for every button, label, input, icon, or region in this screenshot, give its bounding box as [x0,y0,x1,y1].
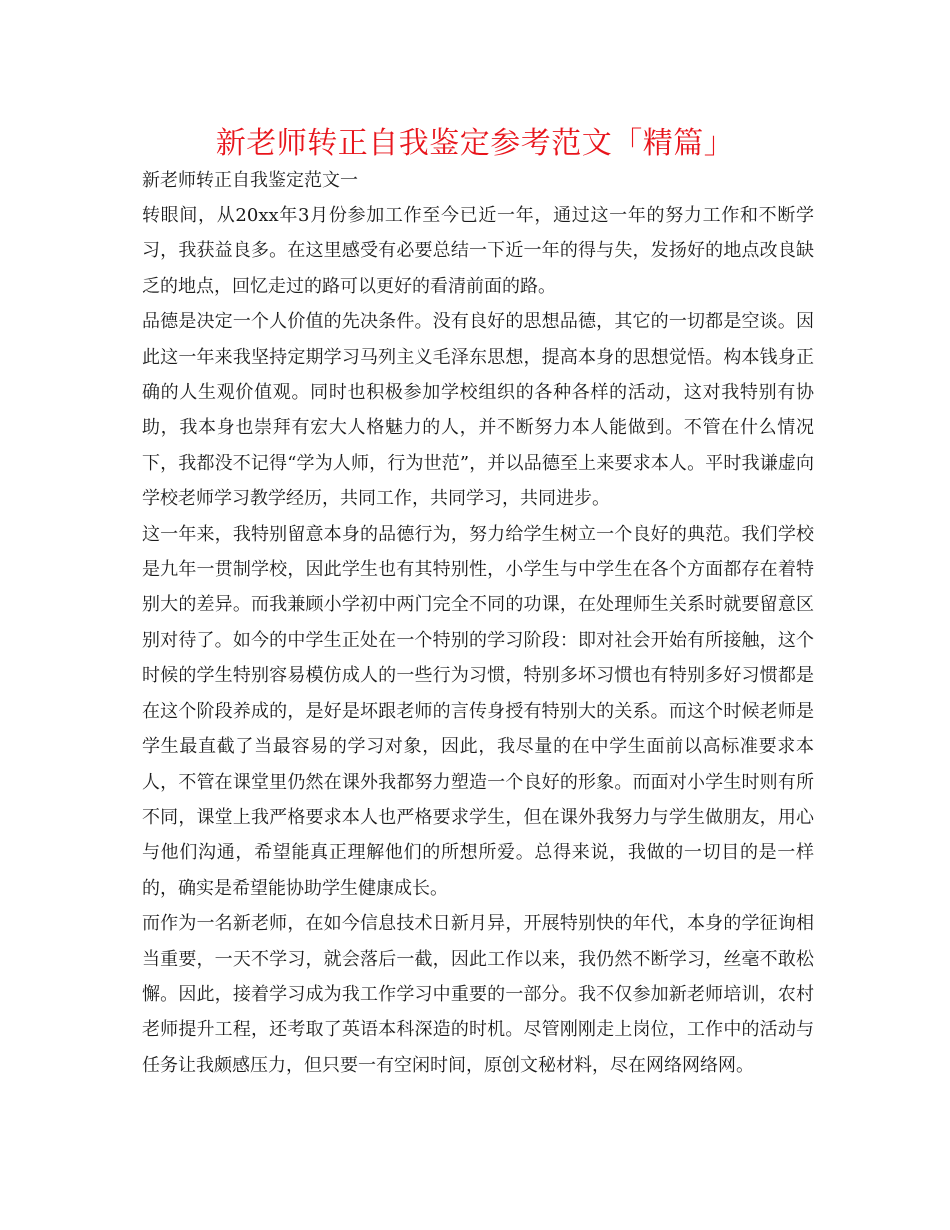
document-title: 新老师转正自我鉴定参考范文「精篇」 [215,126,735,161]
paragraph-4: 而作为一名新老师，在如今信息技术日新月异，开展特别快的年代，本身的学征询相当重要，一天不学习，就会落后一截，因此工作以来，我仍然不断学习，丝毫不敢松懈。因此，接着学习成为我工作学习中重要的一部分。我不仅参加新老师培训，农村老师提升工程，还考取了英语本科深造的时机。尽管刚刚走上岗位，工作中的活动与任务让我颇感压力，但只要一有空闲时间，原创文秘材料，尽在网络网络网。 [142,913,814,1076]
paragraph-2: 品德是决定一个人价值的先决条件。没有良好的思想品德，其它的一切都是空谈。因此这一年来我坚持定期学习马列主义毛泽东思想，提高本身的思想觉悟。构本钱身正确的人生观价值观。同时也积极参加学校组织的各种各样的活动，这对我特别有协助，我本身也崇拜有宏大人格魅力的人，并不断努力本人能做到。不管在什么情况下，我都没不记得“学为人师，行为世范”，并以品德至上来要求本人。平时我谦虚向学校老师学习教学经历，共同工作，共同学习，共同进步。 [142,311,814,510]
paragraph-1: 转眼间，从20xx年3月份参加工作至今已近一年，通过这一年的努力工作和不断学习，我获益良多。在这里感受有必要总结一下近一年的得与失，发扬好的地点改良缺乏的地点，回忆走过的路可以更好的看清前面的路。 [142,205,814,297]
document-body [142,198,814,1083]
document-subtitle: 新老师转正自我鉴定范文一 [142,170,358,191]
paragraph-3: 这一年来，我特别留意本身的品德行为，努力给学生树立一个良好的典范。我们学校是九年一贯制学校，因此学生也有其特别性，小学生与中学生在各个方面都存在着特别大的差异。而我兼顾小学初中两门完全不同的功课，在处理师生关系时就要留意区别对待了。如今的中学生正处在一个特别的学习阶段：即对社会开始有所接触，这个时候的学生特别容易模仿成人的一些行为习惯，特别多坏习惯也有特别多好习惯都是在这个阶段养成的，是好是坏跟老师的言传身授有特别大的关系。而这个时候老师是学生最直截了当最容易的学习对象，因此，我尽量的在中学生面前以高标准要求本人，不管在课堂里仍然在课外我都努力塑造一个良好的形象。而面对小学生时则有所不同，课堂上我严格要求本人也严格要求学生，但在课外我努力与学生做朋友，用心与他们沟通，希望能真正理解他们的所想所爱。总得来说，我做的一切目的是一样的，确实是希望能协助学生健康成长。 [142,523,814,899]
